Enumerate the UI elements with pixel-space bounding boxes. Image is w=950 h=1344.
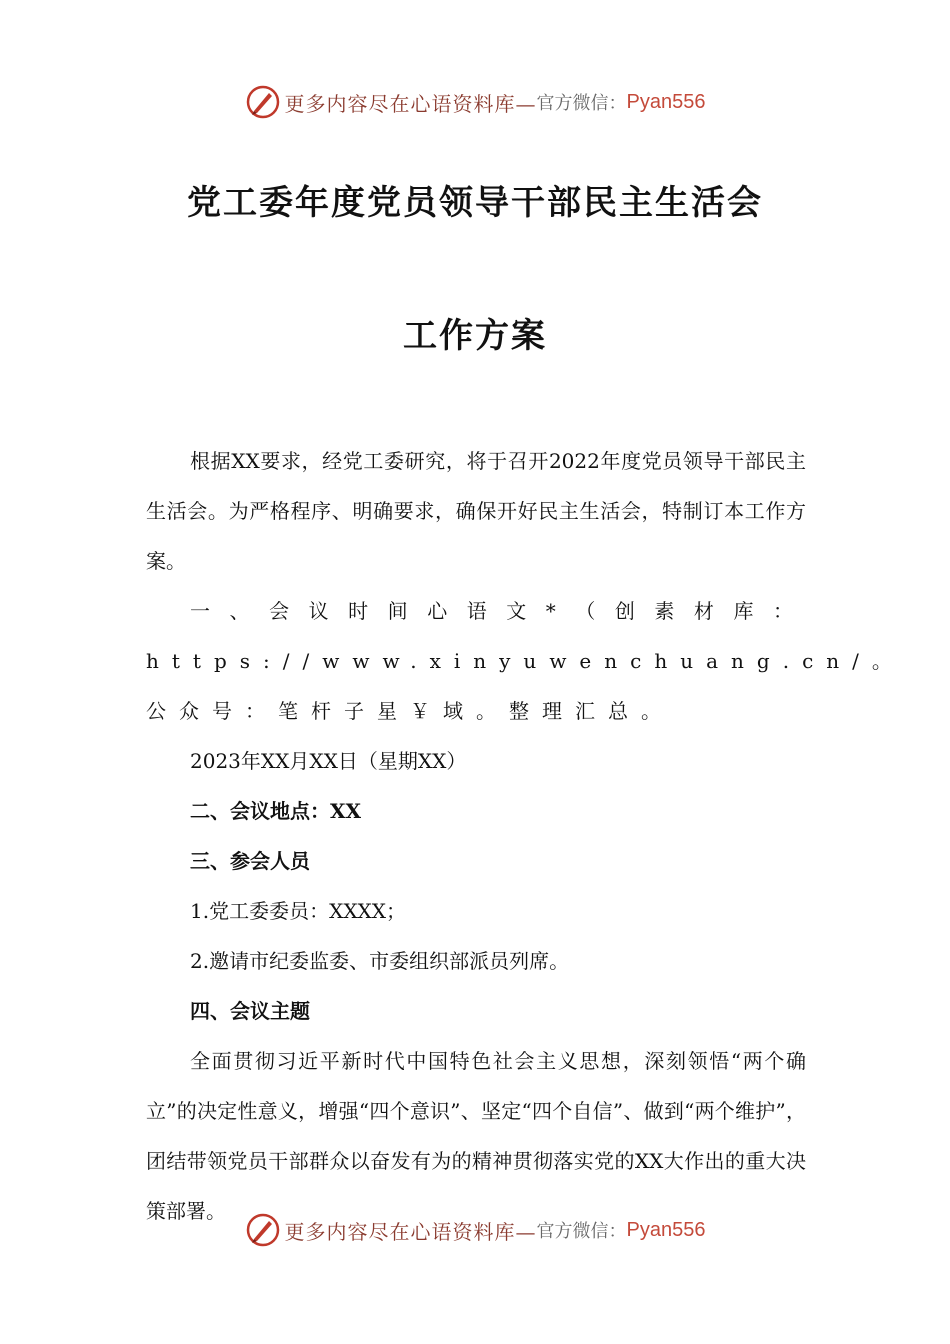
document-title-line2: 工作方案 (403, 316, 547, 356)
section-heading-time: 一、会议时间心语文*（创素材库：https://www.xinyuwenchuang.cn/。公众号：笔杆子星￥域。整理汇总。 (146, 599, 905, 723)
document-title-line1: 党工委年度党员领导干部民主生活会 (187, 183, 763, 223)
paragraph-theme: 全面贯彻习近平新时代中国特色社会主义思想，深刻领悟“两个确立”的决定性意义，增强“四个意识”、坚定“四个自信”、做到“两个维护”，团结带领党员干部群众以奋发有为的精神贯彻落实党的XX大作出的重大决策部署。 (146, 1049, 806, 1223)
paragraph-intro: 根据XX要求，经党工委研究，将于召开2022年度党员领导干部民主生活会。为严格程序、明确要求，确保开好民主生活会，特制订本工作方案。 (146, 449, 806, 573)
banner-wechat-label: 官方微信： (536, 93, 627, 114)
pen-logo-icon (245, 1212, 281, 1248)
footer-banner (0, 1208, 950, 1252)
document-body (146, 436, 905, 1236)
banner-text: 更多内容尽在心语资料库— (284, 91, 537, 116)
banner-wechat-id: Pyan556 (626, 90, 706, 113)
header-banner (0, 80, 950, 124)
pen-logo-icon (245, 84, 281, 120)
footer-banner-text: 更多内容尽在心语资料库— (284, 1219, 537, 1244)
list-item-attendee-1: 1.党工委委员：XXXX； (190, 899, 407, 923)
section-heading-location: 二、会议地点：XX (190, 799, 362, 823)
paragraph-date: 2023年XX月XX日（星期XX） (190, 749, 467, 773)
footer-wechat-id: Pyan556 (626, 1218, 706, 1241)
section-heading-theme: 四、会议主题 (190, 999, 310, 1023)
footer-wechat-label: 官方微信： (536, 1221, 627, 1242)
section-heading-attendees: 三、参会人员 (190, 849, 310, 873)
list-item-attendee-2: 2.邀请市纪委监委、市委组织部派员列席。 (190, 949, 570, 973)
